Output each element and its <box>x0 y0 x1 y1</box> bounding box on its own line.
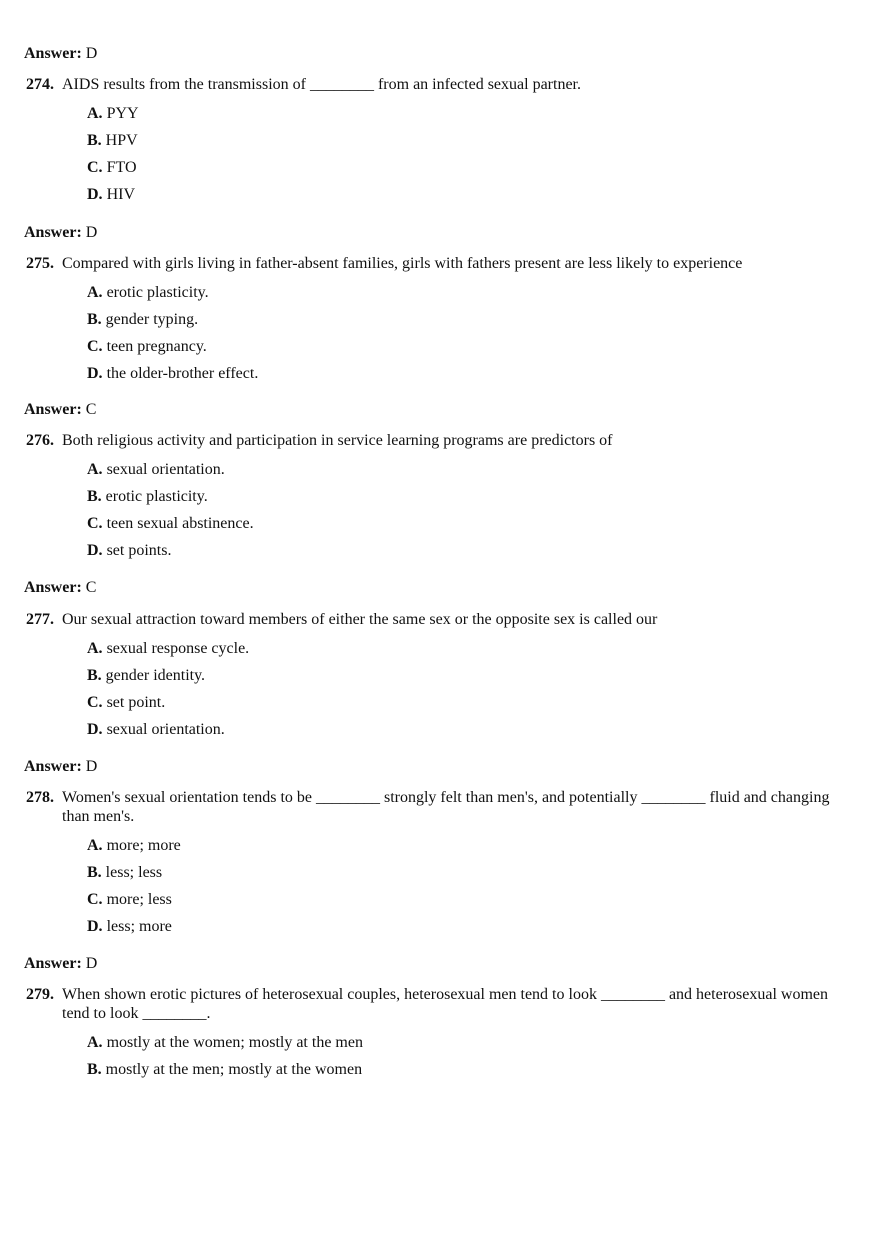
option-276-b <box>87 487 208 507</box>
option-letter: C. <box>87 694 103 711</box>
answer-label: Answer: <box>24 955 82 972</box>
question-number-276: 276. <box>26 432 54 449</box>
option-text: mostly at the women; mostly at the men <box>106 1034 363 1051</box>
option-letter: A. <box>87 837 103 854</box>
option-text: HPV <box>105 132 138 149</box>
option-279-a <box>87 1033 363 1053</box>
answer-line-275 <box>24 400 96 420</box>
option-275-a <box>87 283 209 303</box>
option-letter: D. <box>87 721 103 738</box>
option-letter: C. <box>87 891 103 908</box>
option-276-c <box>87 514 254 534</box>
option-letter: A. <box>87 640 103 657</box>
option-274-d <box>87 185 135 205</box>
question-number-277: 277. <box>26 611 54 628</box>
option-274-c <box>87 158 137 178</box>
option-278-a <box>87 836 181 856</box>
option-letter: C. <box>87 338 103 355</box>
answer-value: D <box>85 955 98 972</box>
option-letter: D. <box>87 918 103 935</box>
option-text: set point. <box>106 694 166 711</box>
option-text: gender typing. <box>105 311 199 328</box>
option-text: FTO <box>106 159 137 176</box>
option-letter: B. <box>87 311 102 328</box>
option-text: erotic plasticity. <box>106 284 209 301</box>
option-text: PYY <box>106 105 139 122</box>
question-number-278: 278. <box>26 789 54 806</box>
option-276-d <box>87 541 171 561</box>
option-letter: A. <box>87 105 103 122</box>
option-letter: D. <box>87 542 103 559</box>
option-text: erotic plasticity. <box>105 488 208 505</box>
option-letter: A. <box>87 284 103 301</box>
question-number-279: 279. <box>26 986 54 1003</box>
question-text-274: AIDS results from the transmission of ________ from an infected sexual partner. <box>62 76 581 93</box>
option-text: teen pregnancy. <box>106 338 207 355</box>
question-text-278: Women's sexual orientation tends to be ________ strongly felt than men's, and potentially ________ fluid and changing than men's. <box>62 789 830 825</box>
option-letter: D. <box>87 186 103 203</box>
option-278-d <box>87 917 172 937</box>
answer-line-278 <box>24 954 97 974</box>
option-text: more; less <box>106 891 172 908</box>
answer-line-273 <box>24 44 97 64</box>
option-text: more; more <box>106 837 181 854</box>
option-text: sexual orientation. <box>106 721 225 738</box>
option-text: set points. <box>106 542 172 559</box>
answer-value: C <box>85 401 97 418</box>
answer-value: C <box>85 579 97 596</box>
option-275-b <box>87 310 198 330</box>
option-277-c <box>87 693 165 713</box>
option-274-b <box>87 131 138 151</box>
option-text: teen sexual abstinence. <box>106 515 254 532</box>
option-279-b <box>87 1060 362 1080</box>
option-letter: B. <box>87 132 102 149</box>
option-274-a <box>87 104 139 124</box>
answer-label: Answer: <box>24 579 82 596</box>
option-text: gender identity. <box>105 667 206 684</box>
answer-value: D <box>85 758 98 775</box>
option-letter: B. <box>87 864 102 881</box>
option-text: less; less <box>105 864 163 881</box>
answer-value: D <box>85 45 98 62</box>
option-letter: A. <box>87 461 103 478</box>
option-text: HIV <box>106 186 135 203</box>
question-number-274: 274. <box>26 76 54 93</box>
option-text: sexual orientation. <box>106 461 225 478</box>
answer-label: Answer: <box>24 758 82 775</box>
option-text: the older-brother effect. <box>106 365 259 382</box>
question-text-276: Both religious activity and participation in service learning programs are predictors of <box>62 432 613 449</box>
option-letter: C. <box>87 159 103 176</box>
option-278-c <box>87 890 172 910</box>
option-letter: B. <box>87 1061 102 1078</box>
option-letter: B. <box>87 667 102 684</box>
option-275-c <box>87 337 207 357</box>
answer-label: Answer: <box>24 45 82 62</box>
option-letter: B. <box>87 488 102 505</box>
option-letter: A. <box>87 1034 103 1051</box>
option-text: mostly at the men; mostly at the women <box>105 1061 363 1078</box>
option-277-b <box>87 666 205 686</box>
answer-line-277 <box>24 757 97 777</box>
option-text: sexual response cycle. <box>106 640 250 657</box>
question-text-275: Compared with girls living in father-absent families, girls with fathers present are less likely to experience <box>62 255 743 272</box>
option-text: less; more <box>106 918 172 935</box>
answer-label: Answer: <box>24 401 82 418</box>
question-number-275: 275. <box>26 255 54 272</box>
option-276-a <box>87 460 225 480</box>
option-letter: D. <box>87 365 103 382</box>
question-text-277: Our sexual attraction toward members of either the same sex or the opposite sex is called our <box>62 611 658 628</box>
answer-value: D <box>85 224 98 241</box>
question-text-279: When shown erotic pictures of heterosexual couples, heterosexual men tend to look ________ and heterosexual women tend to look ________. <box>62 986 828 1022</box>
option-277-a <box>87 639 249 659</box>
option-278-b <box>87 863 162 883</box>
option-letter: C. <box>87 515 103 532</box>
option-277-d <box>87 720 225 740</box>
answer-label: Answer: <box>24 224 82 241</box>
answer-line-274 <box>24 223 97 243</box>
option-275-d <box>87 364 258 384</box>
answer-line-276 <box>24 578 96 598</box>
